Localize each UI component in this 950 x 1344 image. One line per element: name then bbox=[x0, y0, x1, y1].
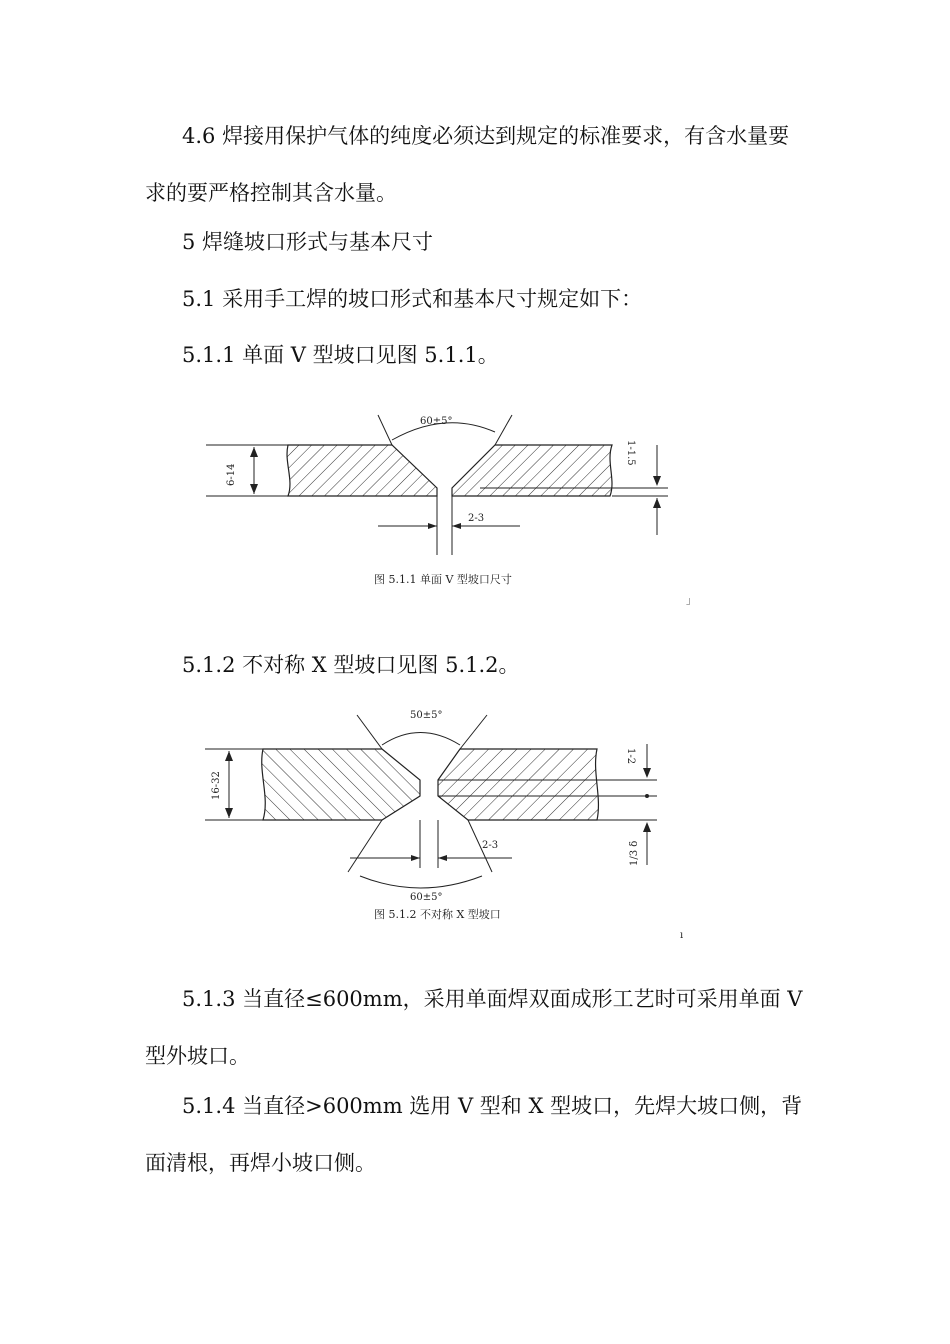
thickness-label: 16-32 bbox=[211, 771, 222, 800]
paragraph-5-1: 5.1 采用手工焊的坡口形式和基本尺寸规定如下： bbox=[182, 287, 643, 311]
figure-5-1-1 bbox=[0, 400, 950, 610]
paragraph-5-1-1: 5.1.1 单面 V 型坡口见图 5.1.1。 bbox=[182, 343, 499, 367]
angle-label: 60±5° bbox=[420, 416, 453, 427]
left-plate bbox=[287, 445, 437, 496]
paragraph-5-1-3: 5.1.3 当直径≤600mm，采用单面焊双面成形工艺时可采用单面 V 型外坡口。 bbox=[145, 987, 803, 1068]
right-plate bbox=[438, 749, 598, 820]
root-face-label: 1-2 bbox=[625, 748, 636, 765]
figure-caption: 图 5.1.2 不对称 X 型坡口 bbox=[374, 908, 501, 921]
figure-mark: 」 bbox=[686, 596, 696, 607]
top-angle-label: 50±5° bbox=[410, 710, 443, 721]
paragraph-5-1-4: 5.1.4 当直径>600mm 选用 V 型和 X 型坡口，先焊大坡口侧，背面清根，再焊小坡口侧。 bbox=[145, 1094, 803, 1175]
figure-mark: ı bbox=[680, 930, 684, 941]
gap-label: 2-3 bbox=[468, 513, 485, 524]
section-heading-5: 5 焊缝坡口形式与基本尺寸 bbox=[182, 230, 434, 254]
thickness-label: 6-14 bbox=[226, 463, 237, 486]
gap-label: 2-3 bbox=[482, 840, 499, 851]
paragraph-4-6: 4.6 焊接用保护气体的纯度必须达到规定的标准要求，有含水量要求的要严格控制其含水量。 bbox=[145, 124, 790, 205]
figure-5-1-2 bbox=[0, 700, 950, 950]
bottom-angle-label: 60±5° bbox=[410, 892, 443, 903]
figure-caption: 图 5.1.1 单面 V 型坡口尺寸 bbox=[374, 573, 512, 586]
root-face-label: 1-1.5 bbox=[625, 440, 636, 466]
left-plate bbox=[262, 749, 420, 820]
paragraph-5-1-2: 5.1.2 不对称 X 型坡口见图 5.1.2。 bbox=[182, 653, 520, 677]
lower-depth-label: 1/3 δ bbox=[629, 840, 640, 866]
